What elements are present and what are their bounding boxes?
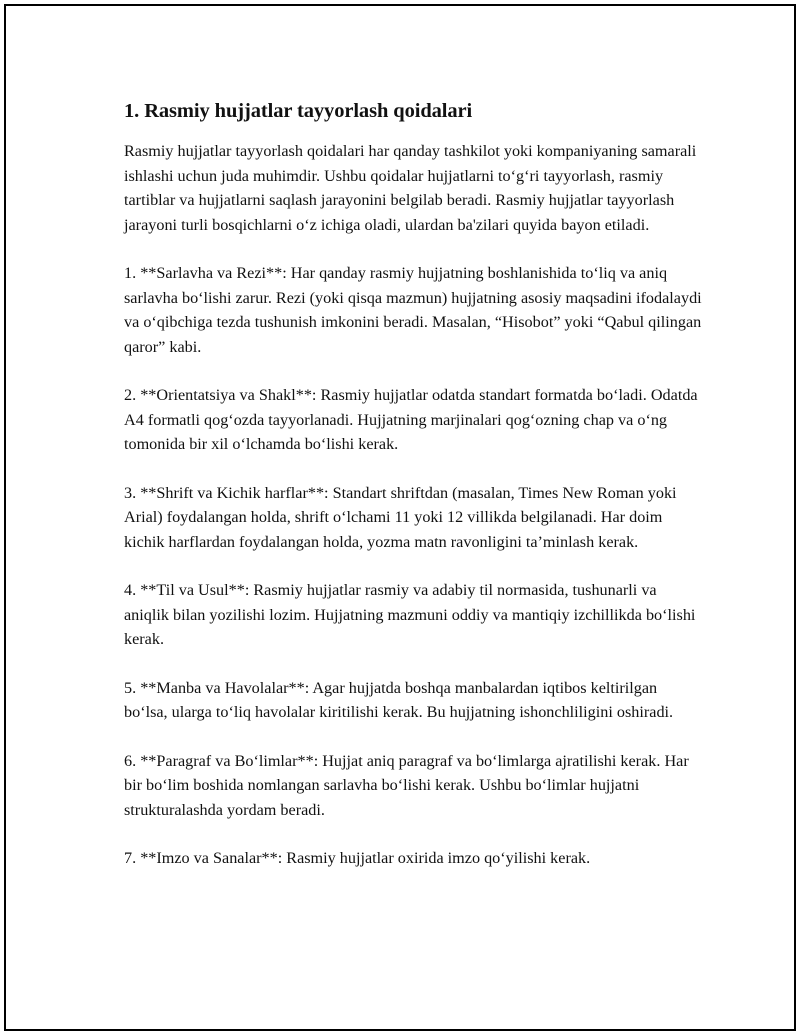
- intro-paragraph: Rasmiy hujjatlar tayyorlash qoidalari har qanday tashkilot yoki kompaniyaning samarali ishlashi uchun juda muhimdir. Ushbu qoidalar hujjatlarni to‘g‘ri tayyorlash, rasmiy tartiblar va hujjatlarni saqlash jarayonini belgilab beradi. Rasmiy hujjatlar tayyorlash jarayoni turli bosqichlarni o‘z ichiga oladi, ulardan ba'zilari quyida bayon etiladi.: [124, 142, 697, 234]
- rule-7-paragraph: 7. **Imzo va Sanalar**: Rasmiy hujjatlar oxirida imzo qo‘yilishi kerak.: [124, 849, 591, 867]
- document-title: 1. Rasmiy hujjatlar tayyorlash qoidalari: [124, 100, 473, 122]
- rule-6-paragraph: 6. **Paragraf va Bo‘limlar**: Hujjat aniq paragraf va bo‘limlarga ajratilishi kerak. Har bir bo‘lim boshida nomlangan sarlavha bo‘lishi kerak. Ushbu bo‘limlar hujjatni strukturalashda yordam beradi.: [124, 751, 689, 819]
- rule-5-paragraph: 5. **Manba va Havolalar**: Agar hujjatda boshqa manbalardan iqtibos keltirilgan bo‘lsa, ularga to‘liq havolalar kiritilishi kerak. Bu hujjatning ishonchliligini oshiradi.: [124, 678, 674, 721]
- document-page: [4, 4, 796, 1031]
- rule-4-paragraph: 4. **Til va Usul**: Rasmiy hujjatlar rasmiy va adabiy til normasida, tushunarli va aniqlik bilan yozilishi lozim. Hujjatning mazmuni oddiy va mantiqiy izchillikda bo‘lishi kerak.: [124, 581, 696, 648]
- rule-3-paragraph: 3. **Shrift va Kichik harflar**: Standart shriftdan (masalan, Times New Roman yoki Arial) foydalangan holda, shrift o‘lchami 11 yoki 12 villikda belgilanadi. Har doim kichik harflardan foydalangan holda, yozma matn ravonligini ta’minlash kerak.: [124, 483, 677, 551]
- rule-1-paragraph: 1. **Sarlavha va Rezi**: Har qanday rasmiy hujjatning boshlanishida to‘liq va aniq sarlavha bo‘lishi zarur. Rezi (yoki qisqa mazmun) hujjatning asosiy maqsadini ifodalaydi va o‘qibchiga tezda tushunish imkonini beradi. Masalan, “Hisobot” yoki “Qabul qilingan qaror” kabi.: [124, 264, 702, 356]
- rule-2-paragraph: 2. **Orientatsiya va Shakl**: Rasmiy hujjatlar odatda standart formatda bo‘ladi. Odatda A4 formatli qog‘ozda tayyorlanadi. Hujjatning marjinalari qog‘ozning chap va o‘ng tomonida bir xil o‘lchamda bo‘lishi kerak.: [124, 386, 698, 453]
- document-body: [124, 96, 704, 895]
